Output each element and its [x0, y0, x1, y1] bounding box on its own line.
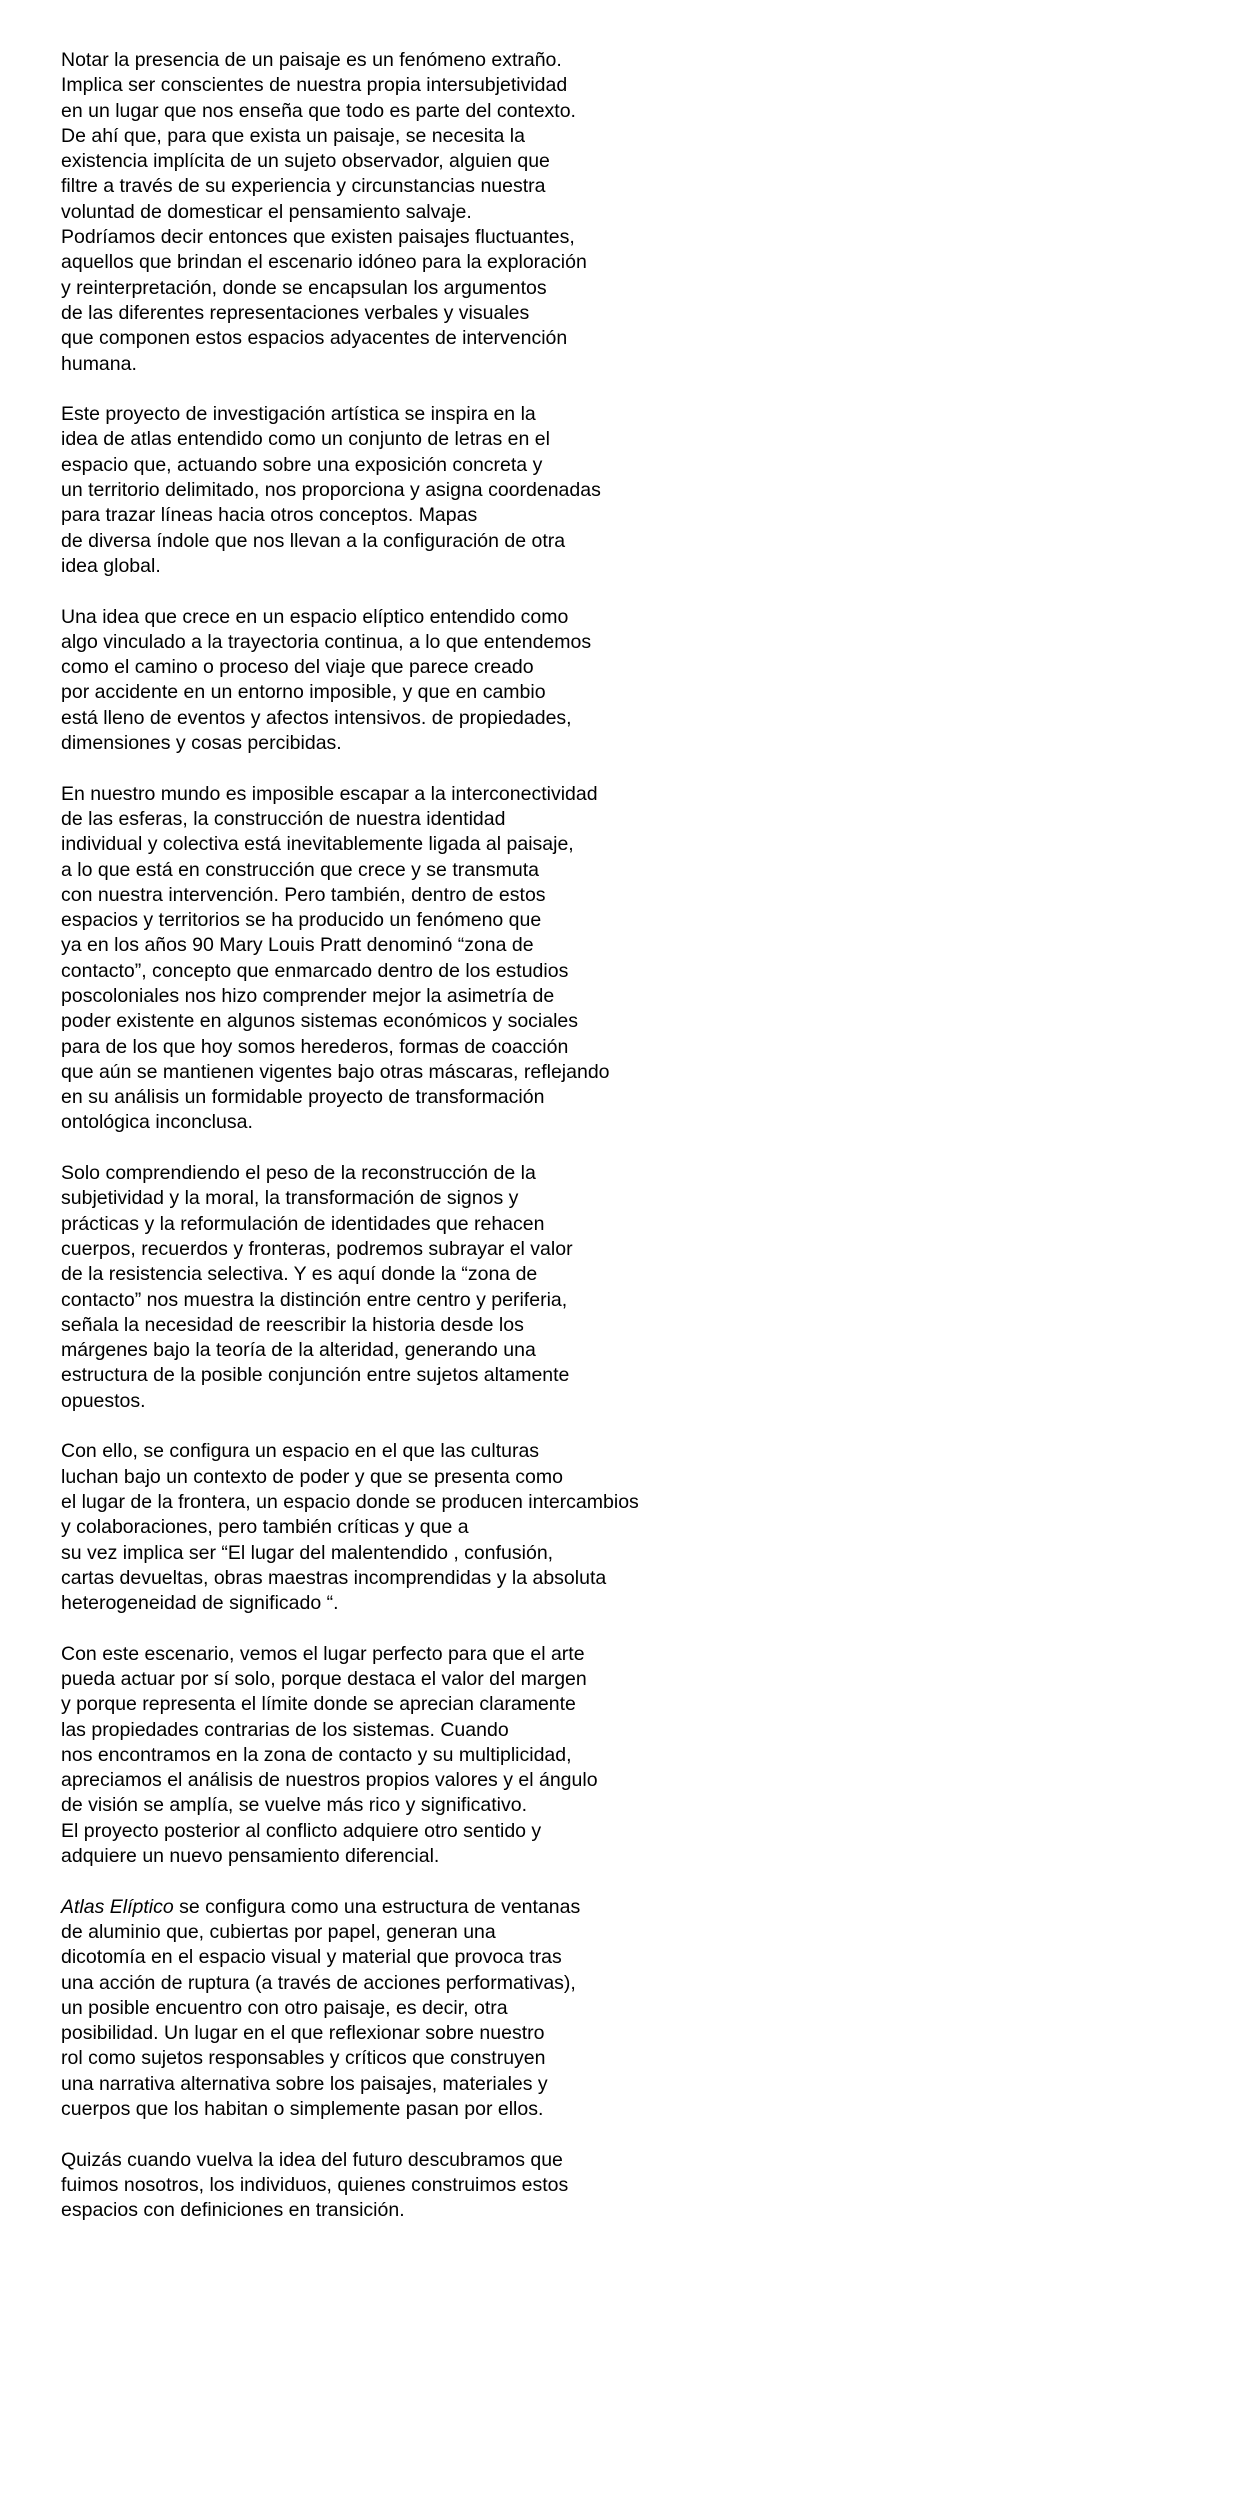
text-line [61, 1186, 1181, 1211]
text-segment: de aluminio que, cubiertas por papel, generan una [61, 1920, 496, 1943]
text-segment: en su análisis un formidable proyecto de transformación [61, 1086, 545, 1109]
text-segment: El proyecto posterior al conflicto adquiere otro sentido y [61, 1819, 542, 1842]
text-segment: está lleno de eventos y afectos intensivos. de propiedades, [61, 706, 572, 729]
text-segment: Implica ser conscientes de nuestra propia intersubjetividad [61, 74, 568, 97]
text-segment: heterogeneidad de significado “. [61, 1592, 339, 1615]
text-segment: el lugar de la frontera, un espacio donde se producen intercambios [61, 1490, 639, 1513]
text-segment: aquellos que brindan el escenario idóneo para la exploración [61, 251, 587, 274]
italic-title: Atlas Elíptico [61, 1895, 174, 1918]
text-line [61, 225, 1181, 250]
text-segment: humana. [61, 352, 137, 375]
text-segment: por accidente en un entorno imposible, y que en cambio [61, 681, 546, 704]
text-line [61, 1313, 1181, 1338]
text-segment: las propiedades contrarias de los sistemas. Cuando [61, 1718, 509, 1741]
text-line [61, 1996, 1181, 2021]
text-segment: espacios y territorios se ha producido un fenómeno que [61, 909, 542, 932]
text-line [61, 1793, 1181, 1818]
text-segment: Con ello, se configura un espacio en el que las culturas [61, 1440, 540, 1463]
text-segment: poscoloniales nos hizo comprender mejor la asimetría de [61, 984, 555, 1007]
text-line [61, 326, 1181, 351]
text-segment: existencia implícita de un sujeto observador, alguien que [61, 150, 550, 173]
text-segment: Podríamos decir entonces que existen paisajes fluctuantes, [61, 226, 575, 249]
text-segment: adquiere un nuevo pensamiento diferencial. [61, 1845, 440, 1868]
text-line [61, 908, 1181, 933]
text-segment: que aún se mantienen vigentes bajo otras máscaras, reflejando [61, 1060, 610, 1083]
text-segment: apreciamos el análisis de nuestros propios valores y el ángulo [61, 1769, 598, 1792]
text-line [61, 883, 1181, 908]
text-line [61, 301, 1181, 326]
text-segment: Notar la presencia de un paisaje es un fenómeno extraño. [61, 49, 562, 71]
text-line [61, 1212, 1181, 1237]
text-segment: de diversa índole que nos llevan a la configuración de otra [61, 529, 566, 552]
text-line [61, 352, 1181, 377]
text-segment: márgenes bajo la teoría de la alteridad, generando una [61, 1339, 536, 1362]
text-segment: nos encontramos en la zona de contacto y su multiplicidad, [61, 1743, 572, 1766]
text-line [61, 1262, 1181, 1287]
text-segment: un territorio delimitado, nos proporciona y asigna coordenadas [61, 479, 601, 502]
text-line [61, 1288, 1181, 1313]
text-line [61, 554, 1181, 579]
text-segment: espacios con definiciones en transición. [61, 2199, 405, 2222]
text-line [61, 1541, 1181, 1566]
text-line [61, 1060, 1181, 1085]
text-line [61, 1920, 1181, 1945]
paragraph [61, 782, 1181, 1136]
text-line [61, 1035, 1181, 1060]
text-line [61, 1363, 1181, 1388]
text-segment: como el camino o proceso del viaje que parece creado [61, 656, 534, 679]
text-line [61, 1465, 1181, 1490]
text-segment: algo vinculado a la trayectoria continua, a lo que entendemos [61, 630, 592, 653]
text-segment: de las diferentes representaciones verbales y visuales [61, 301, 530, 324]
text-segment: voluntad de domesticar el pensamiento salvaje. [61, 200, 472, 223]
text-line [61, 1718, 1181, 1743]
text-segment: idea global. [61, 554, 161, 577]
text-segment: Solo comprendiendo el peso de la reconstrucción de la [61, 1162, 536, 1185]
text-segment: que componen estos espacios adyacentes de intervención [61, 327, 568, 350]
text-line [61, 2021, 1181, 2046]
text-segment: un posible encuentro con otro paisaje, es decir, otra [61, 1996, 508, 2019]
text-segment: con nuestra intervención. Pero también, dentro de estos [61, 883, 546, 906]
text-line [61, 1844, 1181, 1869]
text-segment: estructura de la posible conjunción entre sujetos altamente [61, 1364, 570, 1387]
text-segment: dimensiones y cosas percibidas. [61, 732, 342, 755]
text-segment: fuimos nosotros, los individuos, quienes construimos estos [61, 2173, 569, 2196]
text-segment: de la resistencia selectiva. Y es aquí donde la “zona de [61, 1263, 538, 1286]
text-segment: una acción de ruptura (a través de acciones performativas), [61, 1971, 576, 1994]
text-segment: En nuestro mundo es imposible escapar a la interconectividad [61, 782, 598, 805]
text-segment: posibilidad. Un lugar en el que reflexionar sobre nuestro [61, 2022, 545, 2045]
text-line [61, 124, 1181, 149]
text-segment: de las esferas, la construcción de nuestra identidad [61, 807, 506, 830]
text-line [61, 149, 1181, 174]
text-line [61, 1237, 1181, 1262]
text-line [61, 1338, 1181, 1363]
text-line [61, 680, 1181, 705]
text-line [61, 1439, 1181, 1464]
text-segment: contacto”, concepto que enmarcado dentro de los estudios [61, 959, 569, 982]
text-line [61, 503, 1181, 528]
text-segment: en un lugar que nos enseña que todo es parte del contexto. [61, 99, 576, 122]
text-line [61, 1009, 1181, 1034]
text-line [61, 630, 1181, 655]
text-line [61, 1161, 1181, 1186]
text-segment: se configura como una estructura de ventanas [173, 1895, 581, 1918]
document-body [61, 48, 1181, 2249]
text-line [61, 2173, 1181, 2198]
text-segment: individual y colectiva está inevitablemente ligada al paisaje, [61, 833, 574, 856]
text-line [61, 1743, 1181, 1768]
text-line [61, 478, 1181, 503]
text-line [61, 782, 1181, 807]
text-line [61, 1389, 1181, 1414]
text-segment: prácticas y la reformulación de identidades que rehacen [61, 1212, 545, 1235]
text-segment: opuestos. [61, 1389, 146, 1412]
text-line [61, 2072, 1181, 2097]
text-line [61, 1667, 1181, 1692]
text-line [61, 1085, 1181, 1110]
text-segment: y colaboraciones, pero también críticas y que a [61, 1516, 469, 1539]
text-line [61, 832, 1181, 857]
text-line [61, 402, 1181, 427]
text-line [61, 427, 1181, 452]
text-line [61, 706, 1181, 731]
text-line [61, 807, 1181, 832]
text-segment: pueda actuar por sí solo, porque destaca el valor del margen [61, 1668, 587, 1690]
text-segment: dicotomía en el espacio visual y material que provoca tras [61, 1946, 562, 1969]
text-line [61, 959, 1181, 984]
paragraph [61, 605, 1181, 757]
text-segment: De ahí que, para que exista un paisaje, se necesita la [61, 124, 525, 147]
text-segment: para trazar líneas hacia otros conceptos. Mapas [61, 504, 478, 527]
text-line [61, 1566, 1181, 1591]
text-segment: Quizás cuando vuelva la idea del futuro descubramos que [61, 2148, 563, 2171]
paragraph [61, 1642, 1181, 1870]
paragraph [61, 402, 1181, 579]
paragraph [61, 48, 1181, 377]
text-segment: cuerpos, recuerdos y fronteras, podremos subrayar el valor [61, 1237, 573, 1260]
text-segment: luchan bajo un contexto de poder y que se presenta como [61, 1465, 563, 1488]
text-segment: Con este escenario, vemos el lugar perfecto para que el arte [61, 1642, 585, 1665]
text-line [61, 529, 1181, 554]
text-segment: ya en los años 90 Mary Louis Pratt denominó “zona de [61, 934, 534, 957]
text-segment: rol como sujetos responsables y críticos que construyen [61, 2047, 546, 2070]
text-segment: Este proyecto de investigación artística se inspira en la [61, 403, 536, 426]
text-line [61, 276, 1181, 301]
text-segment: filtre a través de su experiencia y circunstancias nuestra [61, 175, 546, 198]
text-segment: ontológica inconclusa. [61, 1111, 253, 1134]
text-line [61, 1971, 1181, 1996]
text-line [61, 2097, 1181, 2122]
text-segment: contacto” nos muestra la distinción entre centro y periferia, [61, 1288, 568, 1311]
text-line [61, 73, 1181, 98]
text-line [61, 2198, 1181, 2223]
text-segment: su vez implica ser “El lugar del malentendido , confusión, [61, 1541, 554, 1564]
text-segment: cuerpos que los habitan o simplemente pasan por ellos. [61, 2098, 544, 2121]
text-segment: y reinterpretación, donde se encapsulan los argumentos [61, 276, 547, 299]
text-line [61, 174, 1181, 199]
text-line [61, 2148, 1181, 2173]
text-line [61, 1490, 1181, 1515]
text-line [61, 200, 1181, 225]
text-line [61, 1768, 1181, 1793]
text-segment: subjetividad y la moral, la transformación de signos y [61, 1187, 519, 1210]
text-line [61, 984, 1181, 1009]
text-line [61, 1642, 1181, 1667]
text-line [61, 99, 1181, 124]
text-line [61, 933, 1181, 958]
text-line [61, 1895, 1181, 1920]
text-line [61, 1819, 1181, 1844]
text-segment: de visión se amplía, se vuelve más rico y significativo. [61, 1794, 528, 1817]
text-line [61, 1945, 1181, 1970]
text-line [61, 605, 1181, 630]
text-segment: para de los que hoy somos herederos, formas de coacción [61, 1035, 569, 1058]
text-line [61, 2046, 1181, 2071]
text-segment: poder existente en algunos sistemas económicos y sociales [61, 1010, 579, 1033]
text-segment: a lo que está en construcción que crece y se transmuta [61, 858, 540, 881]
text-line [61, 1591, 1181, 1616]
text-segment: espacio que, actuando sobre una exposición concreta y [61, 453, 543, 476]
text-segment: Una idea que crece en un espacio elíptico entendido como [61, 605, 569, 628]
text-segment: cartas devueltas, obras maestras incomprendidas y la absoluta [61, 1566, 607, 1589]
text-line [61, 731, 1181, 756]
text-line [61, 250, 1181, 275]
text-line [61, 1110, 1181, 1135]
text-line [61, 453, 1181, 478]
text-line [61, 858, 1181, 883]
paragraph [61, 1439, 1181, 1616]
text-segment: una narrativa alternativa sobre los paisajes, materiales y [61, 2072, 548, 2095]
paragraph [61, 1895, 1181, 2123]
text-line [61, 1692, 1181, 1717]
text-line [61, 48, 1181, 73]
paragraph [61, 1161, 1181, 1414]
paragraph [61, 2148, 1181, 2224]
text-segment: y porque representa el límite donde se aprecian claramente [61, 1693, 576, 1716]
text-line [61, 1515, 1181, 1540]
text-line [61, 655, 1181, 680]
text-segment: señala la necesidad de reescribir la historia desde los [61, 1313, 524, 1336]
text-segment: idea de atlas entendido como un conjunto de letras en el [61, 428, 550, 451]
